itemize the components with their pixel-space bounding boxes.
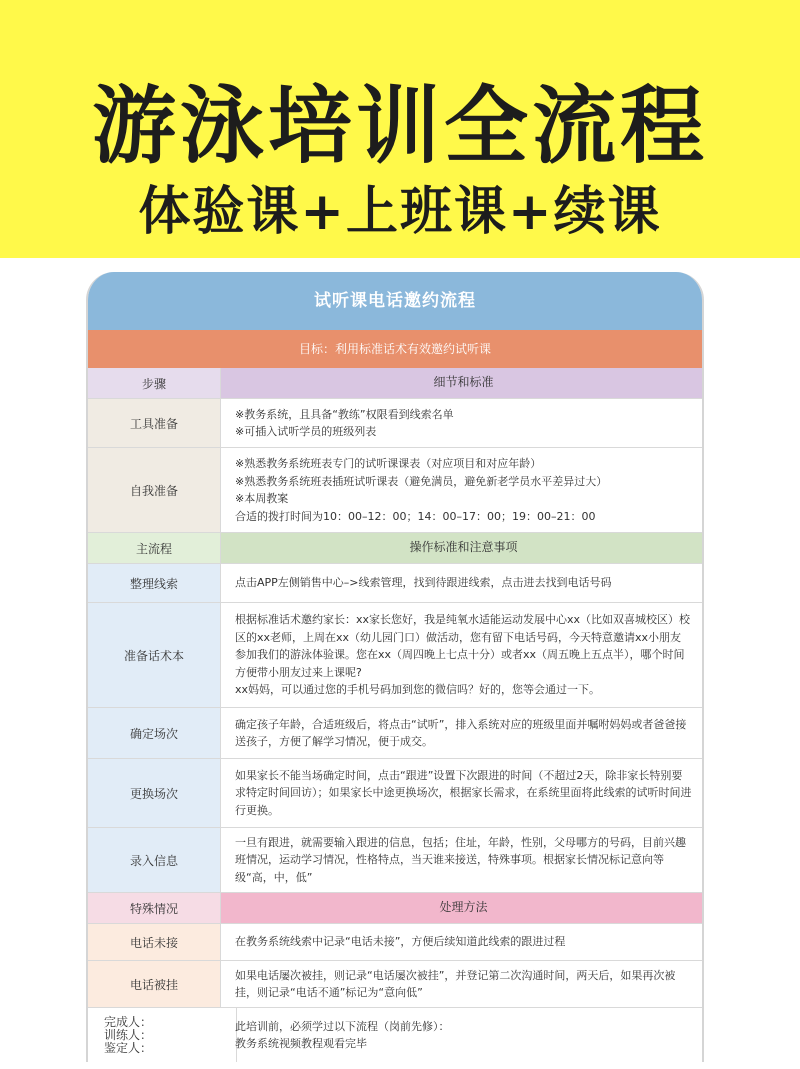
main-title: 游泳培训全流程 <box>91 77 708 175</box>
no-answer-detail: 在教务系统线索中记录“电话未接”，方便后续知道此线索的跟进过程 <box>235 935 566 949</box>
main-header-label: 主流程 <box>88 533 221 563</box>
table-row-main-header <box>88 533 702 564</box>
table-row-no-answer <box>88 924 702 961</box>
table-row-leads <box>88 564 702 603</box>
table-row-special-header <box>88 893 702 924</box>
leads-detail: 点击APP左侧销售中心–>线索管理，找到待跟进线索，点击进去找到电话号码 <box>235 576 612 590</box>
special-header-detail: 处理方法 <box>221 893 702 923</box>
signoff-detail: 此培训前，必须学过以下流程（岗前先修）： 教务系统视频教程观看完毕 <box>235 1019 450 1050</box>
table-row-step-header <box>88 368 702 399</box>
main-header-detail: 操作标准和注意事项 <box>221 533 702 563</box>
script-detail: 根据标准话术邀约家长：xx家长您好，我是纯氧水适能运动发展中心xx（比如双喜城校区）校区的xx老师，上周在xx（幼儿园门口）做活动，您有留下电话号码，今天特意邀请xx小朋友参加我们的游泳体验课。您在xx（周四晚上七点十分）或者xx（周五晚上五点半），哪个时间方便带小朋友过来上课呢? xx妈妈，可以通过您的手机号码加到您的微信吗？好的，您等会通过一下。 <box>235 613 691 697</box>
table-row-tool <box>88 399 702 448</box>
self-label: 自我准备 <box>88 448 221 532</box>
tool-detail: ※教务系统，且具备“教练”权限看到线索名单 ※可插入试听学员的班级列表 <box>235 407 454 438</box>
signoff-label: 完成人： 训练人： 鉴定人： <box>88 1008 237 1062</box>
step-header-label: 步骤 <box>88 368 221 398</box>
confirm-label: 确定场次 <box>88 708 221 758</box>
table-row-script <box>88 603 702 708</box>
table-row-confirm <box>88 708 702 759</box>
confirm-detail: 确定孩子年龄，合适班级后，将点击“试听”，排入系统对应的班级里面并嘱咐妈妈或者爸爸接送孩子，方便了解学习情况，便于成交。 <box>235 717 687 748</box>
self-detail: ※熟悉教务系统班表专门的试听课课表（对应项目和对应年龄） ※熟悉教务系统班表插班试听课表（避免满员，避免新老学员水平差异过大） ※本周教案 合适的拨打时间为10：00–12：00；14：00–17：00；19：00–21：00 <box>235 457 608 523</box>
record-detail: 一旦有跟进，就需要输入跟进的信息，包括；住址，年龄，性别，父母哪方的号码，目前兴趣班情况，运动学习情况，性格特点，当天谁来接送，特殊事项。根据家长情况标记意向等级“高，中，低” <box>235 835 686 884</box>
process-card <box>86 272 704 1062</box>
hung-up-detail: 如果电话屡次被挂，则记录“电话屡次被挂”，并登记第二次沟通时间，两天后，如果再次被挂，则记录“电话不通”标记为“意向低” <box>235 968 676 999</box>
special-header-label: 特殊情况 <box>88 893 221 923</box>
no-answer-label: 电话未接 <box>88 924 221 960</box>
table-row-hung-up <box>88 961 702 1008</box>
script-label: 准备话术本 <box>88 603 221 707</box>
table-row-record <box>88 828 702 893</box>
sub-title: 体验课+上班课+续课 <box>138 182 662 242</box>
step-header-detail: 细节和标准 <box>221 368 702 398</box>
record-label: 录入信息 <box>88 828 221 892</box>
hung-up-label: 电话被挂 <box>88 961 221 1007</box>
change-detail: 如果家长不能当场确定时间，点击“跟进”设置下次跟进的时间（不超过2天，除非家长特别要求特定时间回访）；如果家长中途更换场次，根据家长需求，在系统里面将此线索的试听时间进行更换。 <box>235 768 692 817</box>
goal-bar: 目标：利用标准话术有效邀约试听课 <box>88 330 702 368</box>
table-row-signoff <box>88 1008 702 1062</box>
table-row-self <box>88 448 702 533</box>
change-label: 更换场次 <box>88 759 221 827</box>
card-title: 试听课电话邀约流程 <box>88 272 702 330</box>
tool-label: 工具准备 <box>88 399 221 447</box>
table-row-change <box>88 759 702 828</box>
leads-label: 整理线索 <box>88 564 221 602</box>
